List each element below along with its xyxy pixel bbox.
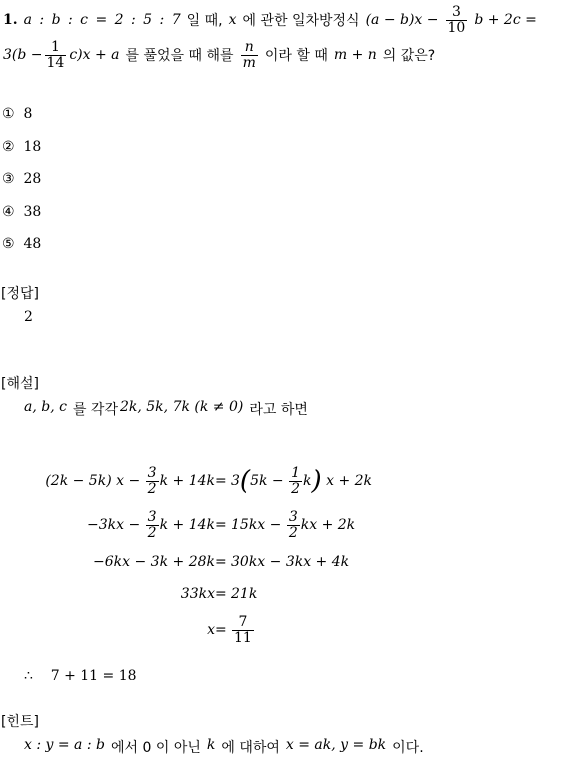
therefore-symbol: ∴ [24,668,33,684]
problem-number: 1. [3,12,18,28]
choice-value: 28 [23,171,42,187]
intro-end: 라고 하면 [249,402,308,418]
fraction-3-2: $\frac{3}{2}$ [147,508,157,541]
choice-value: 48 [23,236,42,252]
explanation-intro [24,399,308,419]
eq5-rhs [231,610,255,650]
problem-line-1 [3,3,537,36]
choice-value: 38 [23,204,42,220]
var-x: x [228,12,237,28]
conclusion-value: 7 + 11 = 18 [50,668,137,684]
fraction-7-11: $\frac{7}{11}$ [234,613,252,646]
eq2-rhs: 15kx − $\frac{3}{2}$ kx + 2k [231,508,356,541]
right-paren: ) [311,466,322,496]
choice-marker: ④ [2,204,15,220]
explanation-label: [해설] [1,376,39,392]
eq2-lhs: −3kx − $\frac{3}{2}$ k + 14k [87,508,215,541]
choice-2[interactable] [2,139,41,155]
fraction-1-2: $\frac{1}{2}$ [291,464,301,497]
choice-marker: ① [2,106,15,122]
intro-text: 를 각각 [72,402,118,418]
choice-marker: ⑤ [2,236,15,252]
choice-1[interactable] [2,106,32,122]
equation-row-5 [0,610,572,650]
problem-text-2: 에 관한 일차방정식 [242,13,360,29]
equation-part-2: b + 2c = [474,12,537,28]
eq1-lhs: (2k − 5k) x − $\frac{3}{2}$ k + 14k [45,464,215,497]
equals-sign: = [215,622,227,638]
expr-m-plus-n: m + n [333,47,377,63]
equation-part-4: c)x + a [69,47,120,63]
equation-row-4 [0,574,572,614]
problem-line-2 [3,38,435,72]
fraction-3-2: $\frac{3}{2}$ [288,508,298,541]
left-paren: ( [239,466,251,496]
problem-text-4: 이라 할 때 [264,48,328,64]
eq4-lhs: 33kx [180,586,215,602]
choice-5[interactable] [2,236,41,252]
problem-text-3: 를 풀었을 때 해를 [125,48,234,64]
answer-label: [정답] [1,286,39,302]
choice-value: 8 [23,106,33,122]
conclusion [24,668,137,684]
fraction-3-2: $\frac{3}{2}$ [147,464,157,497]
eq4-rhs: 21k [231,586,258,602]
equation-row-1 [0,461,572,501]
equation-part-3: 3(b − [3,47,43,63]
choice-3[interactable] [2,171,41,187]
fraction-3-10: $\frac{3}{10}$ [447,3,466,36]
eq1-rhs: 3 ( 5k − $\frac{1}{2}$ k ) x + 2k [231,464,373,497]
eq3-rhs: 30kx − 3kx + 4k [231,554,350,570]
choice-4[interactable] [2,204,41,220]
intro-vars: a, b, c [24,399,67,415]
fraction-1-14: $\frac{1}{14}$ [46,38,65,71]
eq5-lhs: x [207,622,215,638]
equals-sign: = [215,473,227,489]
choice-value: 18 [23,139,42,155]
equals-sign: = [215,554,227,570]
problem-text-5: 의 값은? [382,48,436,64]
equation-row-2 [0,505,572,545]
equals-sign: = [215,586,227,602]
eq3-lhs: −6kx − 3k + 28k [93,554,215,570]
intro-values: 2k, 5k, 7k (k ≠ 0) [119,399,244,415]
answer-value: 2 [24,309,33,325]
problem-text-1: 일 때, [186,13,223,29]
hint-label: [힌트] [1,714,39,730]
choice-marker: ② [2,139,15,155]
fraction-n-m: $\frac{n}{m}$ [242,38,256,71]
choice-marker: ③ [2,171,15,187]
equals-sign: = [215,517,227,533]
hint-text: x : y = a : b 에서 0 이 아닌 k 에 대하여 x = ak, y = bk 이다. [24,737,424,756]
equation-part-1: (a − b)x − [365,12,439,28]
ratio-expression: a : b : c = 2 : 5 : 7 [23,12,181,28]
